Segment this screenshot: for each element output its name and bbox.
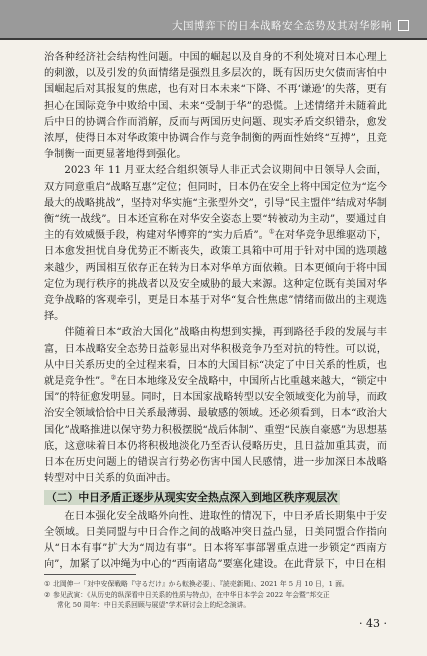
page-header xyxy=(0,0,427,38)
footnote-text: 参见武寅：《从历史的纵深看中日关系的性质与特点》，在中华日本学会 2022 年会暨“邦交正 xyxy=(53,590,330,599)
footnote-ref[interactable]: ② xyxy=(110,373,117,382)
page-number: · 43 · xyxy=(359,617,387,630)
footnote-mark: ① xyxy=(44,580,51,588)
footnote-ref[interactable]: ① xyxy=(268,227,275,236)
footnote-text: 北岡伸一「対中安保戦略『守るだけ』から転換必要」、『読売新聞』、2021 年 5 月 10 日，1 面。 xyxy=(53,580,349,588)
box-icon xyxy=(398,20,409,31)
paragraph-continued: 治各种经济社会结构性问题。中国的崛起以及自身的不利处境对日本心理上的刺激，以及引发的负面情绪是强烈且多层次的，既有因历史欠债而害怕中国崛起后对其报复的焦虑，也有对日本未来“下降、不再‘谦逊’的失落，更有担心在国际竞争中败给中国、未来“受制于华”的恐慌。上述情绪并未随着此后中日的协调合作而消解，反而与两国历史问题、现实矛盾交织错杂，愈发浓厚，使得日本对华政策中协调合作与竞争制衡的两面性始终“互搏”，且竞争制衡一面更显著地得到强化。 xyxy=(44,52,387,161)
paragraph: 2023 年 11 月亚太经合组织领导人非正式会议期间中日领导人会面，双方同意重启“战略互惠”定位；但同时，日本仍在安全上将中国定位为“迄今最大的战略挑战”，坚持对华实施“主张型外交”，引导“民主盟伴”结成对华制衡“统一战线”。日本还宣称在对华安全姿态上要“转被动为主动”，要通过自主的有效威慑手段，构建对华博弈的“实力后盾”。①在对华竞争思维驱动下，日本愈发担忧自身优势正不断丧失，政策工具箱中可用于针对中国的选项越来越少，两国相互依存正在转为日本对华单方面依赖。日本更倾向于将中国定位为现行秩序的挑战者以及安全威胁的最大来源。这种定位既有美国对华竞争战略的客观牵引，更是日本基于对华“复合性焦虑”情绪而做出的主观选择。 xyxy=(44,165,388,323)
footnote-text-continued: 常化 50 周年：中日关系回顾与展望”学术研讨会上的纪念演讲。 xyxy=(57,601,251,609)
body-text xyxy=(44,50,387,574)
header-divider xyxy=(0,38,427,40)
footnote-item xyxy=(44,590,387,601)
section-heading xyxy=(44,490,387,506)
footnote-item xyxy=(44,579,387,590)
footnote-mark: ② xyxy=(44,590,51,599)
section-heading-text: （二）中日矛盾正逐步从现实安全热点深入到地区秩序观层次 xyxy=(46,491,338,505)
running-title-text: 大国博弈下的日本战略安全态势及其对华影响 xyxy=(172,20,392,32)
paragraph: 伴随着日本“政治大国化”战略由构想到实操，再到路径手段的发展与丰富，日本战略安全态势日益彰显出对华积极竞争乃至对抗的特性。可以说，从中日关系历史的全过程来看，日本的大国目标“决定了中日关系的性质，也就是竞争性”。②在日本地缘及安全战略中，中国所占比重越来越大，“锁定中国”的特征愈发明显。同时，日本国家战略转型以安全领域变化为前导，而政治安全领域恰恰中日关系最薄弱、最敏感的领域。还必须看到，日本“政治大国化”战略推进以保守势力积极摆脱“战后体制”、重塑“民族自豪感”为思想基底，这意味着日本仍将积极地淡化乃至否认侵略历史，且日益加重其责，而日本在历史问题上的错误言行势必伤害中国人民感情，进一步加深日本战略转型对中日关系的负面冲击。 xyxy=(44,327,387,485)
paragraph: 在日本强化安全战略外向性、进取性的情况下，中日矛盾长期集中于安全领域。日美同盟与中日合作之间的战略冲突日益凸显，日美同盟合作指向从“日本有事”扩大为“周边有事”。日本将军事部署重点进一步锁定“西南方向”，加紧了以冲绳为中心的“西南诸岛”要塞化建设。在此背景下，中日在相 xyxy=(44,510,387,571)
footnotes xyxy=(44,579,387,611)
running-title xyxy=(172,18,409,33)
footnote-divider xyxy=(44,574,136,575)
